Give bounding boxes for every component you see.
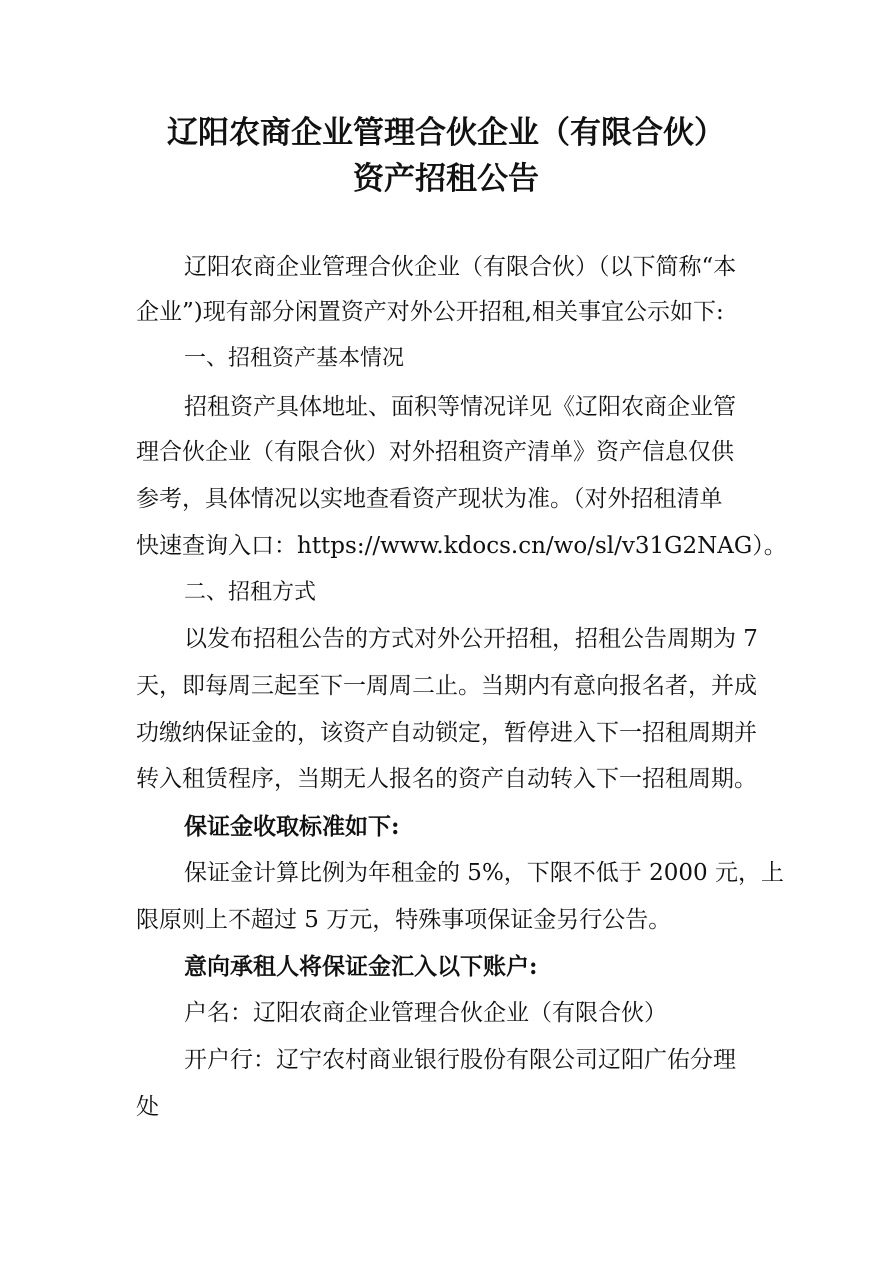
section-1-line-1: 招租资产具体地址、面积等情况详见《辽阳农商企业管: [184, 394, 736, 420]
document-title-line-2: 资产招租公告: [353, 161, 539, 197]
account-bank-line-1: 开户行：辽宁农村商业银行股份有限公司辽阳广佑分理: [184, 1047, 736, 1073]
section-1-heading: 一、招租资产基本情况: [184, 346, 405, 371]
section-1-line-3: 参考，具体情况以实地查看资产现状为准。（对外招租清单: [136, 486, 723, 512]
account-bank-line-2: 处: [136, 1094, 159, 1120]
section-1-line-2: 理合伙企业（有限合伙）对外招租资产清单》资产信息仅供: [136, 439, 734, 465]
deposit-line-2: 限原则上不超过 5 万元，特殊事项保证金另行公告。: [136, 907, 672, 933]
account-heading: 意向承租人将保证金汇入以下账户:: [184, 953, 538, 980]
document-title-line-1: 辽阳农商企业管理合伙企业（有限合伙）: [167, 115, 725, 151]
intro-line-1: 辽阳农商企业管理合伙企业（有限合伙）（以下简称“本: [184, 254, 737, 280]
section-2-line-3: 功缴纳保证金的，该资产自动锁定，暂停进入下一招租周期并: [136, 720, 757, 746]
section-2-line-1: 以发布招租公告的方式对外公开招租，招租公告周期为 7: [184, 626, 758, 652]
section-2-heading: 二、招租方式: [184, 580, 317, 605]
deposit-standard-heading: 保证金收取标准如下:: [184, 813, 400, 840]
section-2-line-4: 转入租赁程序，当期无人报名的资产自动转入下一招租周期。: [136, 766, 757, 792]
section-2-line-2: 天，即每周三起至下一周周二止。当期内有意向报名者，并成: [136, 673, 757, 699]
deposit-line-1: 保证金计算比例为年租金的 5%，下限不低于 2000 元，上: [184, 860, 784, 886]
section-1-line-4: 快速查询入口：https://www.kdocs.cn/wo/sl/v31G2NAG）。: [136, 533, 787, 559]
intro-line-2: 企业”)现有部分闲置资产对外公开招租,相关事宜公示如下:: [136, 299, 724, 325]
account-name: 户名：辽阳农商企业管理合伙企业（有限合伙）: [184, 1000, 667, 1026]
